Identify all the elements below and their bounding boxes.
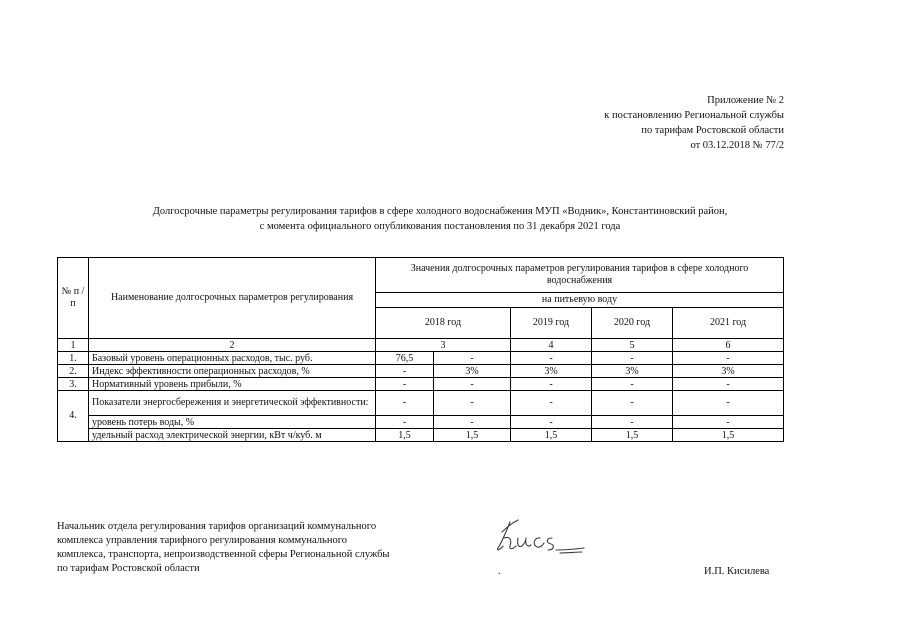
position-line-3: комплекса, транспорта, непроизводственной сферы Региональной службы xyxy=(57,549,390,560)
cell-2018a: 76,5 xyxy=(376,352,434,365)
table-row xyxy=(58,416,784,429)
col-number: 3 xyxy=(376,339,511,352)
table-row xyxy=(58,352,784,365)
cell-2018b: 3% xyxy=(434,365,511,378)
signer-name: И.П. Кисилева xyxy=(704,566,770,577)
cell-2018b: - xyxy=(434,352,511,365)
column-numbers-row xyxy=(58,339,784,352)
cell-2019: 1,5 xyxy=(511,429,592,442)
header-subgroup: на питьевую воду xyxy=(376,293,784,308)
row-num: 3. xyxy=(58,378,89,391)
table-row xyxy=(58,365,784,378)
header-year-2021: 2021 год xyxy=(673,308,784,339)
header-year-2020: 2020 год xyxy=(592,308,673,339)
cell-2018b: - xyxy=(434,378,511,391)
signature-dot: . xyxy=(498,566,501,577)
row-name: Нормативный уровень прибыли, % xyxy=(89,378,376,391)
cell-2018a: 1,5 xyxy=(376,429,434,442)
appendix-line-4: от 03.12.2018 № 77/2 xyxy=(690,140,784,151)
appendix-line-3: по тарифам Ростовской области xyxy=(641,125,784,136)
cell-2021: - xyxy=(673,416,784,429)
header-year-2019: 2019 год xyxy=(511,308,592,339)
cell-2019: - xyxy=(511,352,592,365)
cell-2020: - xyxy=(592,391,673,416)
position-line-2: комплекса управления тарифного регулирования коммунального xyxy=(57,535,347,546)
row-num: 4. xyxy=(58,391,89,442)
title-line-2: с момента официального опубликования постановления по 31 декабря 2021 года xyxy=(259,220,621,232)
col-number: 4 xyxy=(511,339,592,352)
row-name: уровень потерь воды, % xyxy=(89,416,376,429)
header-year-2018: 2018 год xyxy=(376,308,511,339)
document-title xyxy=(40,205,840,234)
appendix-block xyxy=(424,93,784,153)
cell-2021: - xyxy=(673,352,784,365)
appendix-line-1: Приложение № 2 xyxy=(707,95,784,106)
header-name: Наименование долгосрочных параметров регулирования xyxy=(89,258,376,339)
cell-2021: - xyxy=(673,391,784,416)
cell-2018a: - xyxy=(376,416,434,429)
cell-2019: - xyxy=(511,378,592,391)
header-num: № п /п xyxy=(58,258,89,339)
parameters-table xyxy=(57,257,784,442)
cell-2019: - xyxy=(511,416,592,429)
cell-2019: - xyxy=(511,391,592,416)
row-name: удельный расход электрической энергии, кВт ч/куб. м xyxy=(89,429,376,442)
cell-2020: 1,5 xyxy=(592,429,673,442)
handwritten-signature-icon xyxy=(488,508,588,572)
position-line-4: по тарифам Ростовской области xyxy=(57,563,200,574)
col-number: 6 xyxy=(673,339,784,352)
cell-2020: - xyxy=(592,352,673,365)
row-name: Индекс эффективности операционных расходов, % xyxy=(89,365,376,378)
row-num: 1. xyxy=(58,352,89,365)
cell-2021: 1,5 xyxy=(673,429,784,442)
title-line-1: Долгосрочные параметры регулирования тарифов в сфере холодного водоснабжения МУП «Водник», Константиновский район, xyxy=(152,206,728,217)
col-number: 5 xyxy=(592,339,673,352)
col-number: 2 xyxy=(89,339,376,352)
table-row xyxy=(58,391,784,416)
col-number: 1 xyxy=(58,339,89,352)
cell-2018b: - xyxy=(434,416,511,429)
table-row xyxy=(58,378,784,391)
cell-2018a: - xyxy=(376,378,434,391)
cell-2020: 3% xyxy=(592,365,673,378)
cell-2018b: 1,5 xyxy=(434,429,511,442)
row-name: Показатели энергосбережения и энергетической эффективности: xyxy=(89,391,376,416)
cell-2018b: - xyxy=(434,391,511,416)
cell-2020: - xyxy=(592,378,673,391)
cell-2018a: - xyxy=(376,391,434,416)
cell-2020: - xyxy=(592,416,673,429)
cell-2021: - xyxy=(673,378,784,391)
header-values: Значения долгосрочных параметров регулирования тарифов в сфере холодного водоснабжения xyxy=(376,258,784,293)
signatory-position xyxy=(57,520,477,576)
cell-2018a: - xyxy=(376,365,434,378)
position-line-1: Начальник отдела регулирования тарифов организаций коммунального xyxy=(57,521,377,532)
row-name: Базовый уровень операционных расходов, тыс. руб. xyxy=(89,352,376,365)
cell-2019: 3% xyxy=(511,365,592,378)
cell-2021: 3% xyxy=(673,365,784,378)
row-num: 2. xyxy=(58,365,89,378)
appendix-line-2: к постановлению Региональной службы xyxy=(604,110,784,121)
table-row xyxy=(58,429,784,442)
